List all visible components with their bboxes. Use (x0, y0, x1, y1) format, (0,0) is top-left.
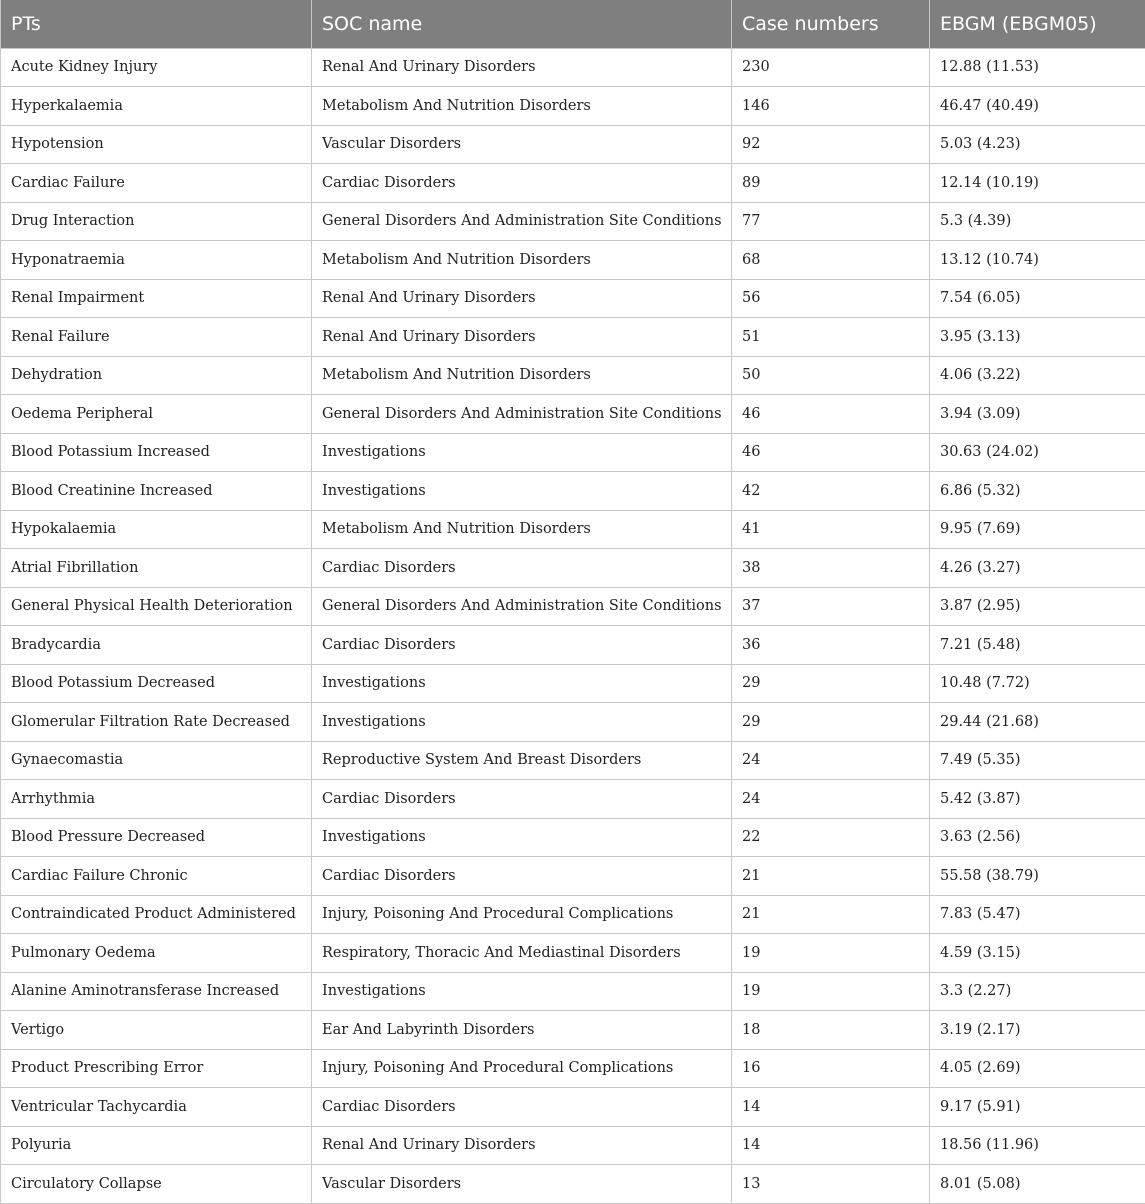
cell-ebgm: 7.49 (5.35) (930, 741, 1145, 780)
cell-pt: Renal Impairment (1, 279, 312, 318)
cell-ebgm: 3.94 (3.09) (930, 395, 1145, 434)
header-pts: PTs (1, 0, 312, 48)
table-row (1, 356, 1145, 395)
cell-pt: Blood Potassium Increased (1, 433, 312, 472)
table-row (1, 895, 1145, 934)
cell-soc-name: Cardiac Disorders (312, 780, 732, 819)
cell-soc-name: General Disorders And Administration Site Conditions (312, 395, 732, 434)
cell-case-number: 29 (732, 664, 930, 703)
cell-pt: Vertigo (1, 1011, 312, 1050)
table-row (1, 972, 1145, 1011)
cell-case-number: 24 (732, 780, 930, 819)
cell-pt: Pulmonary Oedema (1, 934, 312, 973)
cell-case-number: 19 (732, 934, 930, 973)
cell-case-number: 24 (732, 741, 930, 780)
header-row (1, 0, 1145, 48)
table-row (1, 1165, 1145, 1204)
cell-case-number: 46 (732, 395, 930, 434)
cell-soc-name: Metabolism And Nutrition Disorders (312, 510, 732, 549)
table-row (1, 741, 1145, 780)
table-row (1, 818, 1145, 857)
cell-soc-name: Metabolism And Nutrition Disorders (312, 241, 732, 280)
cell-pt: Contraindicated Product Administered (1, 895, 312, 934)
cell-case-number: 56 (732, 279, 930, 318)
cell-case-number: 13 (732, 1165, 930, 1204)
cell-pt: Arrhythmia (1, 780, 312, 819)
cell-case-number: 29 (732, 703, 930, 742)
cell-pt: Bradycardia (1, 626, 312, 665)
cell-pt: Circulatory Collapse (1, 1165, 312, 1204)
cell-ebgm: 3.87 (2.95) (930, 587, 1145, 626)
cell-case-number: 18 (732, 1011, 930, 1050)
cell-pt: General Physical Health Deterioration (1, 587, 312, 626)
cell-soc-name: General Disorders And Administration Site Conditions (312, 587, 732, 626)
cell-case-number: 51 (732, 318, 930, 357)
table-row (1, 1126, 1145, 1165)
cell-case-number: 68 (732, 241, 930, 280)
header-case-numbers: Case numbers (732, 0, 930, 48)
cell-pt: Atrial Fibrillation (1, 549, 312, 588)
cell-pt: Alanine Aminotransferase Increased (1, 972, 312, 1011)
cell-soc-name: Renal And Urinary Disorders (312, 279, 732, 318)
table-row (1, 241, 1145, 280)
table-row (1, 87, 1145, 126)
table-row (1, 395, 1145, 434)
table-row (1, 164, 1145, 203)
cell-soc-name: Injury, Poisoning And Procedural Complications (312, 1049, 732, 1088)
cell-ebgm: 46.47 (40.49) (930, 87, 1145, 126)
cell-case-number: 41 (732, 510, 930, 549)
cell-ebgm: 7.83 (5.47) (930, 895, 1145, 934)
cell-ebgm: 29.44 (21.68) (930, 703, 1145, 742)
table-row (1, 1049, 1145, 1088)
cell-pt: Blood Potassium Decreased (1, 664, 312, 703)
cell-ebgm: 5.03 (4.23) (930, 125, 1145, 164)
cell-soc-name: Investigations (312, 433, 732, 472)
cell-case-number: 46 (732, 433, 930, 472)
cell-ebgm: 8.01 (5.08) (930, 1165, 1145, 1204)
cell-ebgm: 13.12 (10.74) (930, 241, 1145, 280)
table-row (1, 433, 1145, 472)
cell-pt: Dehydration (1, 356, 312, 395)
cell-case-number: 16 (732, 1049, 930, 1088)
cell-pt: Product Prescribing Error (1, 1049, 312, 1088)
cell-pt: Drug Interaction (1, 202, 312, 241)
table-row (1, 703, 1145, 742)
table-header (1, 0, 1145, 48)
header-ebgm: EBGM (EBGM05) (930, 0, 1145, 48)
table-row (1, 664, 1145, 703)
cell-case-number: 92 (732, 125, 930, 164)
cell-pt: Hyperkalaemia (1, 87, 312, 126)
table-row (1, 510, 1145, 549)
cell-case-number: 230 (732, 48, 930, 87)
cell-soc-name: Investigations (312, 472, 732, 511)
table-body (1, 48, 1145, 1203)
cell-ebgm: 9.95 (7.69) (930, 510, 1145, 549)
cell-ebgm: 55.58 (38.79) (930, 857, 1145, 896)
cell-soc-name: Cardiac Disorders (312, 626, 732, 665)
cell-case-number: 21 (732, 895, 930, 934)
cell-ebgm: 4.05 (2.69) (930, 1049, 1145, 1088)
table-row (1, 857, 1145, 896)
cell-case-number: 50 (732, 356, 930, 395)
cell-ebgm: 3.3 (2.27) (930, 972, 1145, 1011)
cell-soc-name: Investigations (312, 664, 732, 703)
cell-soc-name: Ear And Labyrinth Disorders (312, 1011, 732, 1050)
cell-soc-name: Injury, Poisoning And Procedural Complications (312, 895, 732, 934)
cell-pt: Oedema Peripheral (1, 395, 312, 434)
cell-ebgm: 10.48 (7.72) (930, 664, 1145, 703)
cell-ebgm: 4.06 (3.22) (930, 356, 1145, 395)
cell-ebgm: 18.56 (11.96) (930, 1126, 1145, 1165)
cell-case-number: 77 (732, 202, 930, 241)
cell-case-number: 22 (732, 818, 930, 857)
cell-pt: Hypokalaemia (1, 510, 312, 549)
table-row (1, 587, 1145, 626)
table-row (1, 1088, 1145, 1127)
cell-pt: Gynaecomastia (1, 741, 312, 780)
cell-ebgm: 5.42 (3.87) (930, 780, 1145, 819)
cell-ebgm: 4.59 (3.15) (930, 934, 1145, 973)
cell-soc-name: Investigations (312, 703, 732, 742)
cell-ebgm: 3.19 (2.17) (930, 1011, 1145, 1050)
cell-soc-name: Renal And Urinary Disorders (312, 48, 732, 87)
cell-pt: Hypotension (1, 125, 312, 164)
cell-ebgm: 7.54 (6.05) (930, 279, 1145, 318)
table-row (1, 48, 1145, 87)
cell-pt: Polyuria (1, 1126, 312, 1165)
cell-case-number: 19 (732, 972, 930, 1011)
header-soc-name: SOC name (312, 0, 732, 48)
cell-case-number: 42 (732, 472, 930, 511)
table-row (1, 1011, 1145, 1050)
cell-soc-name: General Disorders And Administration Site Conditions (312, 202, 732, 241)
cell-soc-name: Cardiac Disorders (312, 1088, 732, 1127)
cell-pt: Cardiac Failure Chronic (1, 857, 312, 896)
table-row (1, 934, 1145, 973)
table-row (1, 549, 1145, 588)
table-row (1, 626, 1145, 665)
cell-case-number: 21 (732, 857, 930, 896)
cell-soc-name: Cardiac Disorders (312, 164, 732, 203)
table-row (1, 780, 1145, 819)
cell-soc-name: Metabolism And Nutrition Disorders (312, 87, 732, 126)
cell-soc-name: Renal And Urinary Disorders (312, 318, 732, 357)
table-row (1, 318, 1145, 357)
cell-pt: Acute Kidney Injury (1, 48, 312, 87)
cell-case-number: 14 (732, 1126, 930, 1165)
cell-soc-name: Investigations (312, 972, 732, 1011)
cell-soc-name: Cardiac Disorders (312, 549, 732, 588)
cell-ebgm: 12.14 (10.19) (930, 164, 1145, 203)
cell-soc-name: Metabolism And Nutrition Disorders (312, 356, 732, 395)
cell-ebgm: 30.63 (24.02) (930, 433, 1145, 472)
cell-case-number: 38 (732, 549, 930, 588)
cell-soc-name: Vascular Disorders (312, 125, 732, 164)
cell-soc-name: Reproductive System And Breast Disorders (312, 741, 732, 780)
cell-pt: Blood Creatinine Increased (1, 472, 312, 511)
cell-ebgm: 4.26 (3.27) (930, 549, 1145, 588)
cell-soc-name: Cardiac Disorders (312, 857, 732, 896)
cell-ebgm: 5.3 (4.39) (930, 202, 1145, 241)
cell-ebgm: 7.21 (5.48) (930, 626, 1145, 665)
cell-pt: Hyponatraemia (1, 241, 312, 280)
cell-soc-name: Investigations (312, 818, 732, 857)
cell-case-number: 146 (732, 87, 930, 126)
table-row (1, 279, 1145, 318)
cell-pt: Blood Pressure Decreased (1, 818, 312, 857)
cell-ebgm: 12.88 (11.53) (930, 48, 1145, 87)
cell-pt: Glomerular Filtration Rate Decreased (1, 703, 312, 742)
cell-case-number: 37 (732, 587, 930, 626)
cell-case-number: 36 (732, 626, 930, 665)
cell-pt: Ventricular Tachycardia (1, 1088, 312, 1127)
cell-soc-name: Respiratory, Thoracic And Mediastinal Disorders (312, 934, 732, 973)
table-row (1, 472, 1145, 511)
cell-ebgm: 6.86 (5.32) (930, 472, 1145, 511)
table-row (1, 125, 1145, 164)
cell-ebgm: 3.95 (3.13) (930, 318, 1145, 357)
cell-ebgm: 3.63 (2.56) (930, 818, 1145, 857)
cell-case-number: 89 (732, 164, 930, 203)
cell-soc-name: Vascular Disorders (312, 1165, 732, 1204)
cell-soc-name: Renal And Urinary Disorders (312, 1126, 732, 1165)
cell-case-number: 14 (732, 1088, 930, 1127)
cell-pt: Renal Failure (1, 318, 312, 357)
table-row (1, 202, 1145, 241)
cell-pt: Cardiac Failure (1, 164, 312, 203)
cell-ebgm: 9.17 (5.91) (930, 1088, 1145, 1127)
